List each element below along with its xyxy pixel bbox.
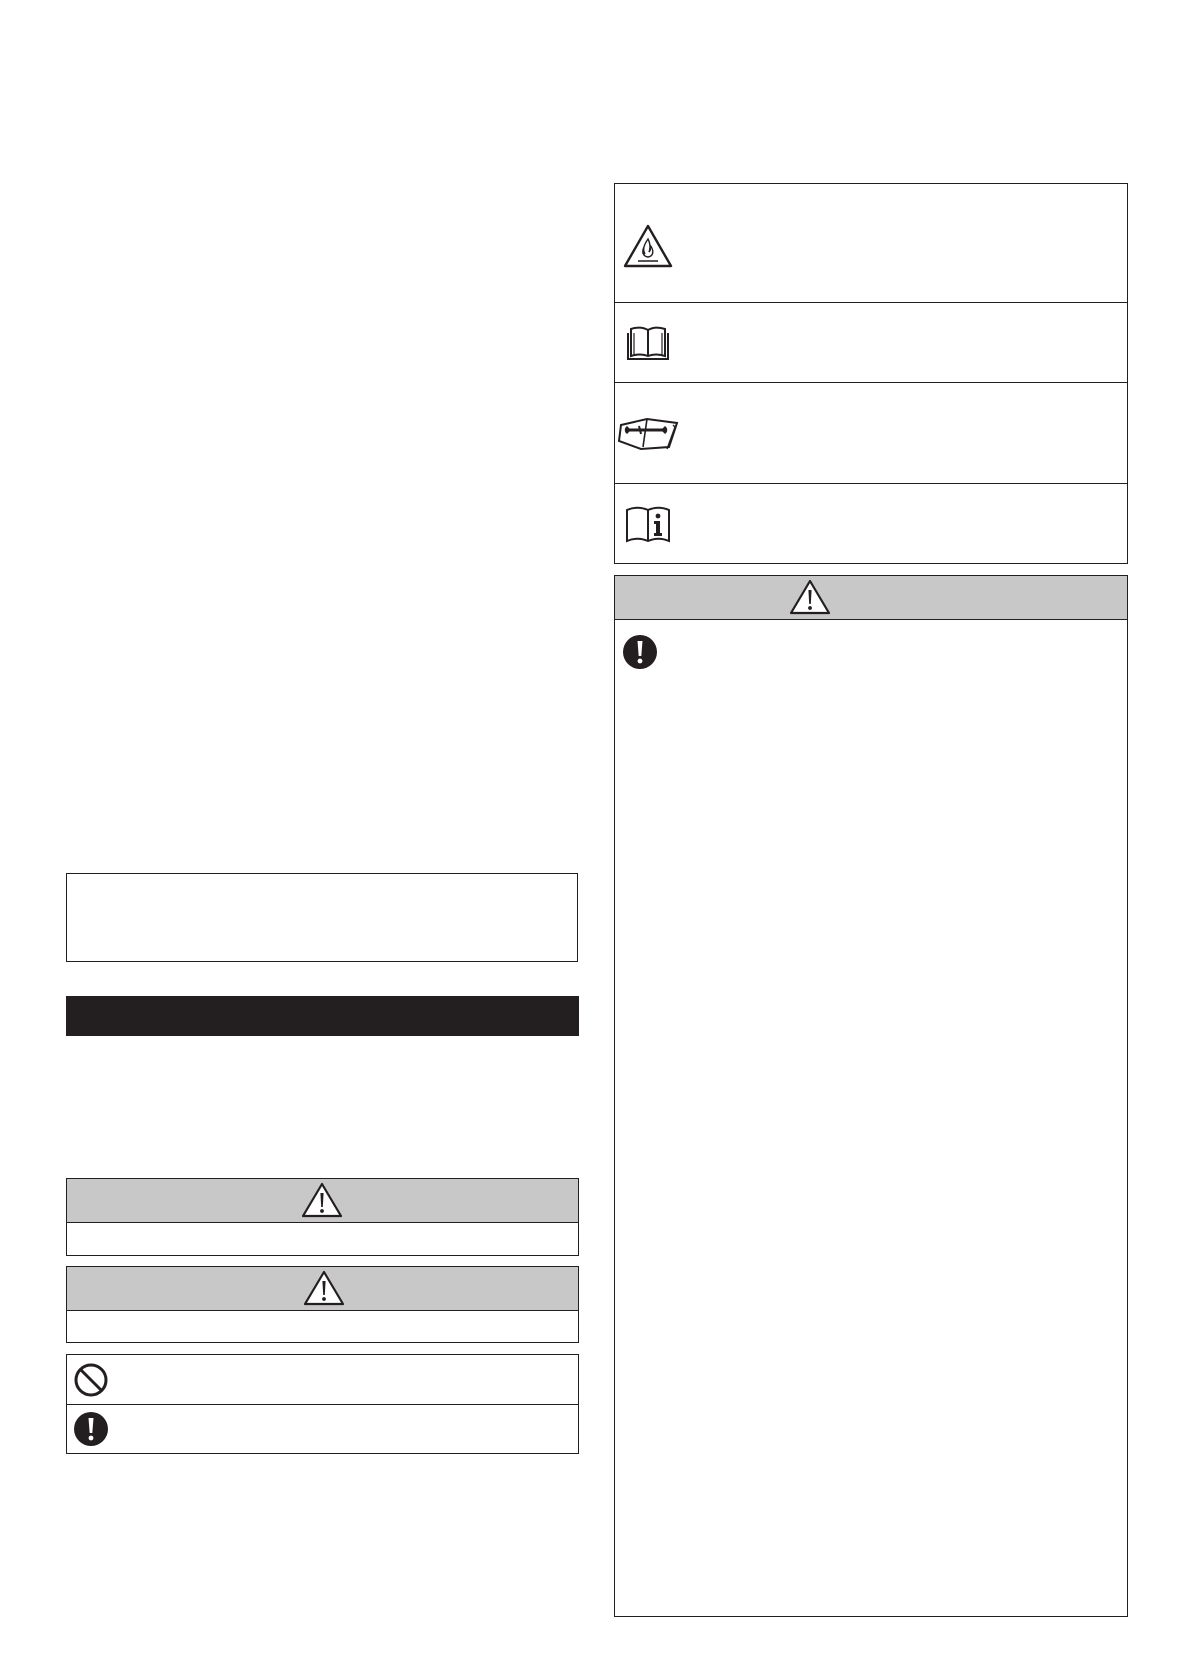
mandatory-exclamation-icon — [622, 634, 658, 670]
caution-body — [66, 1310, 579, 1343]
table-row — [67, 1355, 578, 1404]
danger-header — [66, 1178, 579, 1223]
danger-body — [66, 1222, 579, 1256]
read-manual-icon — [625, 325, 671, 363]
prohibition-icon — [73, 1362, 109, 1398]
information-manual-icon — [624, 505, 672, 545]
caution-header — [66, 1266, 579, 1311]
mandatory-exclamation-icon — [73, 1411, 109, 1447]
table-row — [615, 484, 1127, 563]
table-row — [615, 303, 1127, 382]
table-row — [615, 383, 1127, 483]
pictogram-table — [614, 183, 1128, 564]
table-row — [615, 184, 1127, 302]
notice-box — [66, 873, 578, 962]
warning-panel-body — [614, 619, 1128, 1617]
service-manual-icon — [617, 413, 681, 453]
table-row — [67, 1405, 578, 1454]
section-heading-bar — [66, 996, 579, 1036]
flammable-warning-icon — [623, 224, 673, 268]
warning-panel-header — [614, 575, 1128, 620]
warning-triangle-icon — [789, 579, 831, 615]
warning-triangle-icon — [303, 1270, 345, 1306]
symbol-legend-table — [66, 1354, 579, 1454]
warning-triangle-icon — [301, 1182, 343, 1218]
